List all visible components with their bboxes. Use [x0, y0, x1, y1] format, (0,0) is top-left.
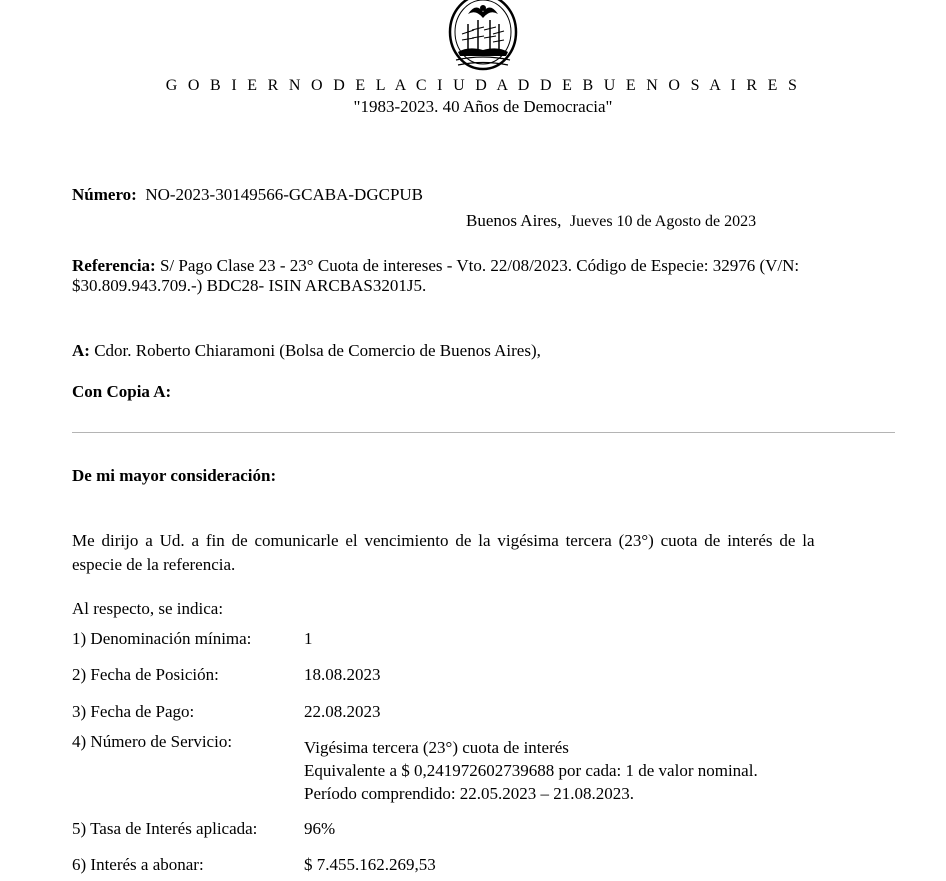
item-3-label: 3) Fecha de Pago: — [72, 702, 195, 721]
numero-value: NO-2023-30149566-GCABA-DGCPUB — [145, 185, 424, 204]
referencia-label: Referencia: — [72, 256, 156, 275]
item-4-line-3: Período comprendido: 22.05.2023 – 21.08.2023. — [304, 784, 635, 803]
numero-label: Número: — [72, 185, 137, 204]
copia-line — [72, 382, 171, 402]
item-5-value: 96% — [304, 819, 336, 838]
item-6-label: 6) Interés a abonar: — [72, 855, 204, 874]
copia-label: Con Copia A: — [72, 382, 172, 401]
destinatario-label: A: — [72, 341, 90, 360]
date-line — [466, 211, 756, 231]
item-2-label: 2) Fecha de Posición: — [72, 665, 219, 684]
referencia-line-1 — [72, 256, 799, 276]
referencia-text-2: $30.809.943.709.-) BDC28- ISIN ARCBAS3201J5. — [72, 276, 427, 295]
place: Buenos Aires, — [466, 211, 562, 230]
motto: "1983-2023. 40 Años de Democracia" — [353, 97, 613, 116]
government-title: G O B I E R N O D E L A C I U D A D D E B U E N O S A I R E S — [165, 77, 801, 94]
item-2-value: 18.08.2023 — [304, 665, 381, 684]
destinatario-value: Cdor. Roberto Chiaramoni (Bolsa de Comercio de Buenos Aires), — [94, 341, 541, 360]
referencia-text-1: S/ Pago Clase 23 - 23° Cuota de intereses - Vto. 22/08/2023. Código de Especie: 32976 (V/N: — [159, 256, 800, 275]
numero-line — [72, 185, 423, 205]
city-emblem-icon — [446, 0, 520, 74]
body-line-1: Me dirijo a Ud. a fin de comunicarle el vencimiento de la vigésima tercera (23°) cuota de interés de la — [72, 531, 815, 550]
item-5-label: 5) Tasa de Interés aplicada: — [72, 819, 258, 838]
item-3-value: 22.08.2023 — [304, 702, 381, 721]
date: Jueves 10 de Agosto de 2023 — [569, 213, 757, 230]
body-line-2: especie de la referencia. — [72, 555, 236, 574]
item-1-value: 1 — [304, 629, 313, 648]
body-paragraph — [72, 529, 946, 577]
item-4-line-1: Vigésima tercera (23°) cuota de interés — [304, 738, 569, 757]
destinatario-line — [72, 341, 541, 361]
salutation-text: De mi mayor consideración: — [72, 466, 277, 485]
item-1-label: 1) Denominación mínima: — [72, 629, 252, 648]
salutation — [72, 466, 276, 486]
separator-rule — [72, 432, 895, 433]
body-intro: Al respecto, se indica: — [72, 599, 224, 618]
item-6-value: $ 7.455.162.269,53 — [304, 855, 436, 874]
item-4-line-2: Equivalente a $ 0,241972602739688 por cada: 1 de valor nominal. — [304, 761, 758, 780]
item-4-label: 4) Número de Servicio: — [72, 732, 233, 751]
